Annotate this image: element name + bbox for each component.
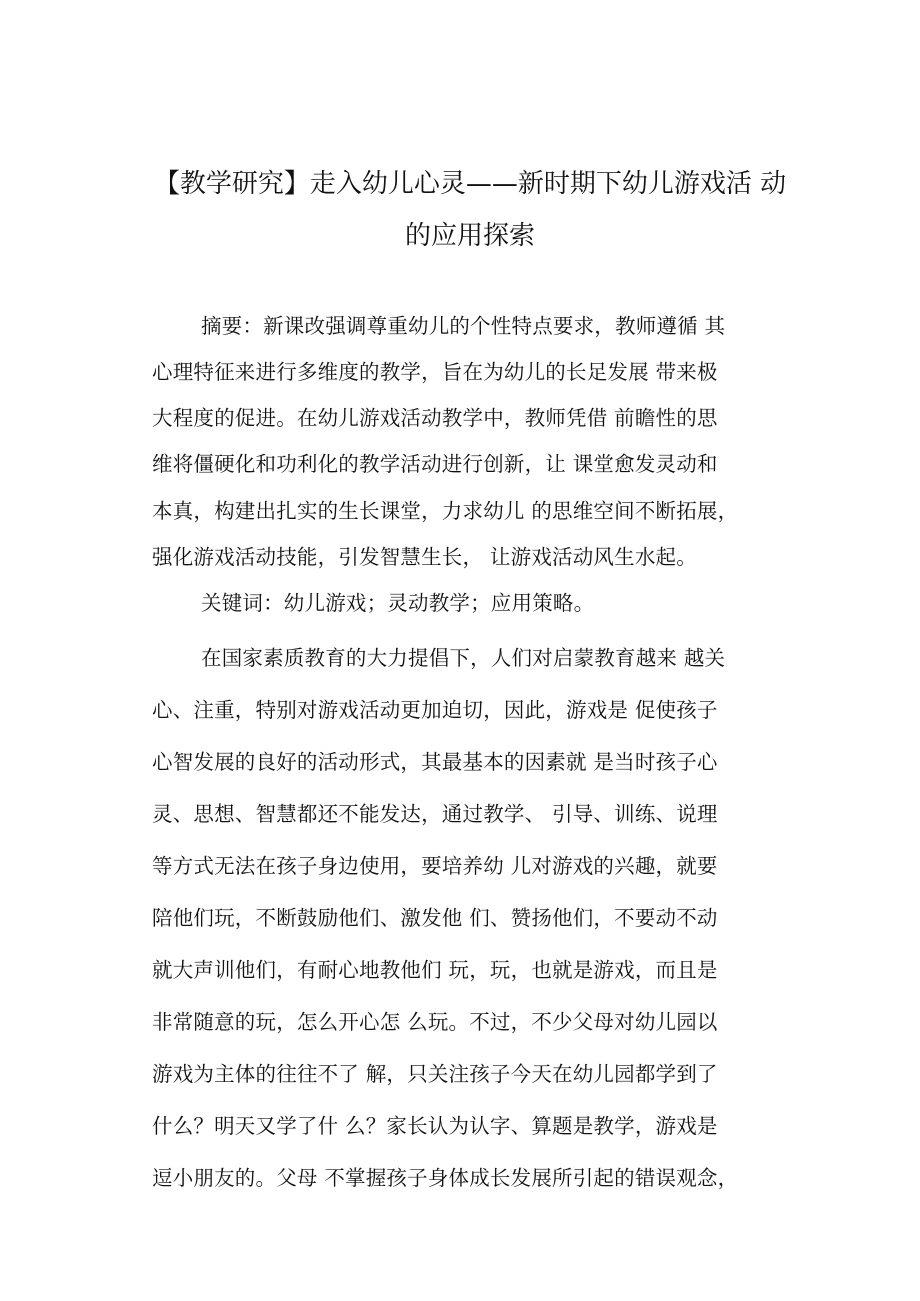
body-paragraph-line: 逗小朋友的。父母 不掌握孩子身体成长发展所引起的错误观念， [152,1166,739,1190]
abstract-paragraph-line: 摘要：新课改强调尊重幼儿的个性特点要求，教师遵循 其 [201,314,726,338]
body-paragraph-line: 心、注重，特别对游戏活动更加迫切，因此，游戏是 促使孩子 [152,698,718,722]
body-paragraph-line: 什么？明天又学了什 么？家长认为认字、算题是教学，游戏是 [152,1114,718,1138]
keywords-line: 关键词：幼儿游戏；灵动教学；应用策略。 [201,591,595,615]
abstract-paragraph-line: 大程度的促进。在幼儿游戏活动教学中，教师凭借 前瞻性的思 [152,406,718,430]
body-paragraph-line: 非常随意的玩，怎么开心怎 么玩。不过，不少父母对幼儿园以 [152,1010,718,1034]
body-paragraph-line: 心智发展的良好的活动形式，其最基本的因素就 是当时孩子心 [152,750,718,774]
abstract-paragraph-line: 维将僵硬化和功利化的教学活动进行创新，让 课堂愈发灵动和 [152,452,718,476]
abstract-paragraph-line: 强化游戏活动技能，引发智慧生长， 让游戏活动风生水起。 [152,545,697,569]
abstract-paragraph-line: 心理特征来进行多维度的教学，旨在为幼儿的长足发展 带来极 [152,360,718,384]
document-title [150,158,790,262]
body-paragraph-line: 等方式无法在孩子身边使用，要培养幼 儿对游戏的兴趣，就要 [152,854,718,878]
body-paragraph-line: 灵、思想、智慧都还不能发达，通过教学、 引导、训练、说理 [152,802,718,826]
body-paragraph-line: 陪他们玩，不断鼓励他们、激发他 们、赞扬他们，不要动不动 [152,906,718,930]
title-line: 【教学研究】走入幼儿心灵——新时期下幼儿游戏活 动 [153,169,787,199]
body-paragraph-line: 就大声训他们，有耐心地教他们 玩，玩，也就是游戏，而且是 [152,958,718,982]
abstract-paragraph-line: 本真，构建出扎实的生长课堂，力求幼儿 的思维空间不断拓展， [152,499,739,523]
title-line: 的应用探索 [404,221,535,251]
body-paragraph-line: 在国家素质教育的大力提倡下，人们对启蒙教育越来 越关 [201,646,726,670]
body-paragraph-line: 游戏为主体的往往不了 解，只关注孩子今天在幼儿园都学到了 [152,1062,718,1086]
